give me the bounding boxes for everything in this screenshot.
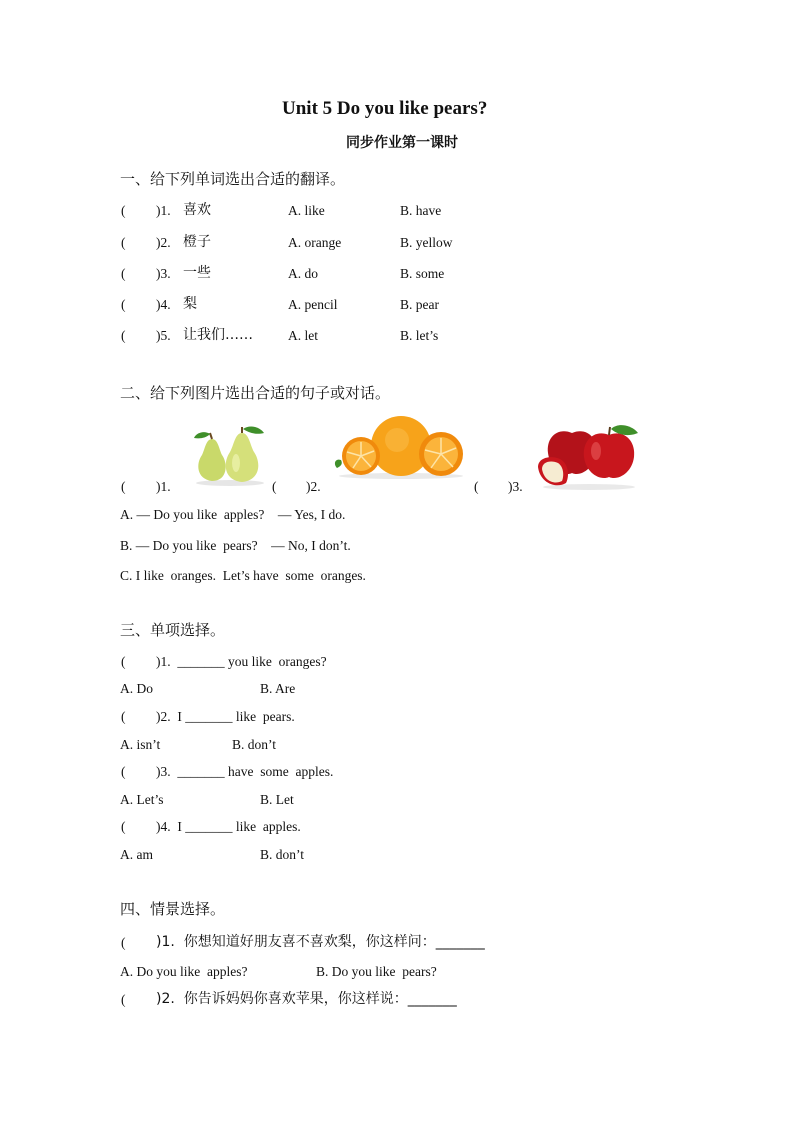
option-b: B. some bbox=[400, 266, 445, 281]
bracket-open: ( bbox=[121, 709, 126, 724]
item-word: 橙子 bbox=[183, 234, 211, 250]
item-number: )4. bbox=[156, 297, 171, 312]
option-a: A. pencil bbox=[288, 297, 338, 312]
item-number: )3. bbox=[156, 266, 171, 281]
bracket-open: ( bbox=[121, 819, 126, 834]
option-b: B. Let bbox=[260, 792, 294, 807]
option-b: B. Are bbox=[260, 681, 296, 696]
item-word: 让我们…… bbox=[183, 327, 253, 343]
bracket-open: ( bbox=[121, 654, 126, 669]
question-stem: )1. _______ you like oranges? bbox=[156, 654, 327, 669]
option-a: A. Do bbox=[120, 681, 153, 696]
page-title: Unit 5 Do you like pears? bbox=[282, 98, 488, 119]
picture-number: )3. bbox=[508, 479, 523, 494]
section-3-heading: 三、单项选择。 bbox=[120, 621, 226, 639]
section-4-heading: 四、情景选择。 bbox=[120, 900, 226, 918]
section-2-heading: 二、给下列图片选出合适的句子或对话。 bbox=[120, 384, 391, 402]
item-word: 梨 bbox=[183, 296, 197, 312]
option-b: B. don’t bbox=[260, 847, 305, 862]
bracket-open: ( bbox=[121, 479, 126, 494]
option-b: B. don’t bbox=[232, 737, 277, 752]
option-a: A. am bbox=[120, 847, 153, 862]
bracket-open: ( bbox=[121, 235, 126, 250]
question-stem: )1. 你想知道好朋友喜不喜欢梨，你这样问：_______ bbox=[156, 934, 485, 950]
option-b: B. let’s bbox=[400, 328, 439, 343]
bracket-open: ( bbox=[474, 479, 479, 494]
question-stem: )2. I _______ like pears. bbox=[156, 709, 295, 724]
oranges-picture bbox=[331, 414, 471, 480]
option-b: B. yellow bbox=[400, 235, 453, 250]
option-a: A. do bbox=[288, 266, 318, 281]
bracket-open: ( bbox=[121, 266, 126, 281]
item-number: )5. bbox=[156, 328, 171, 343]
bracket-open: ( bbox=[121, 297, 126, 312]
bracket-open: ( bbox=[272, 479, 277, 494]
picture-number: )2. bbox=[306, 479, 321, 494]
question-stem: )2. 你告诉妈妈你喜欢苹果，你这样说：_______ bbox=[156, 991, 457, 1007]
bracket-open: ( bbox=[121, 764, 126, 779]
sentence-option-b: B. — Do you like pears? — No, I don’t. bbox=[120, 538, 351, 553]
item-word: 一些 bbox=[183, 265, 211, 281]
item-number: )2. bbox=[156, 235, 171, 250]
bracket-open: ( bbox=[121, 328, 126, 343]
apples-picture bbox=[534, 423, 644, 491]
page-subtitle: 同步作业第一课时 bbox=[346, 135, 458, 151]
option-a: A. Let’s bbox=[120, 792, 164, 807]
question-stem: )4. I _______ like apples. bbox=[156, 819, 301, 834]
item-word: 喜欢 bbox=[183, 202, 211, 218]
picture-number: )1. bbox=[156, 479, 171, 494]
option-a: A. isn’t bbox=[120, 737, 161, 752]
pears-picture bbox=[180, 425, 280, 487]
option-a: A. like bbox=[288, 203, 325, 218]
item-number: )1. bbox=[156, 203, 171, 218]
bracket-open: ( bbox=[121, 992, 126, 1007]
sentence-option-a: A. — Do you like apples? — Yes, I do. bbox=[120, 507, 346, 522]
option-b: B. Do you like pears? bbox=[316, 964, 437, 979]
bracket-open: ( bbox=[121, 935, 126, 950]
option-a: A. orange bbox=[288, 235, 342, 250]
option-a: A. let bbox=[288, 328, 318, 343]
option-b: B. have bbox=[400, 203, 442, 218]
sentence-option-c: C. I like oranges. Let’s have some oranges. bbox=[120, 568, 366, 583]
question-stem: )3. _______ have some apples. bbox=[156, 764, 334, 779]
option-a: A. Do you like apples? bbox=[120, 964, 248, 979]
option-b: B. pear bbox=[400, 297, 439, 312]
bracket-open: ( bbox=[121, 203, 126, 218]
section-1-heading: 一、给下列单词选出合适的翻译。 bbox=[120, 170, 346, 188]
